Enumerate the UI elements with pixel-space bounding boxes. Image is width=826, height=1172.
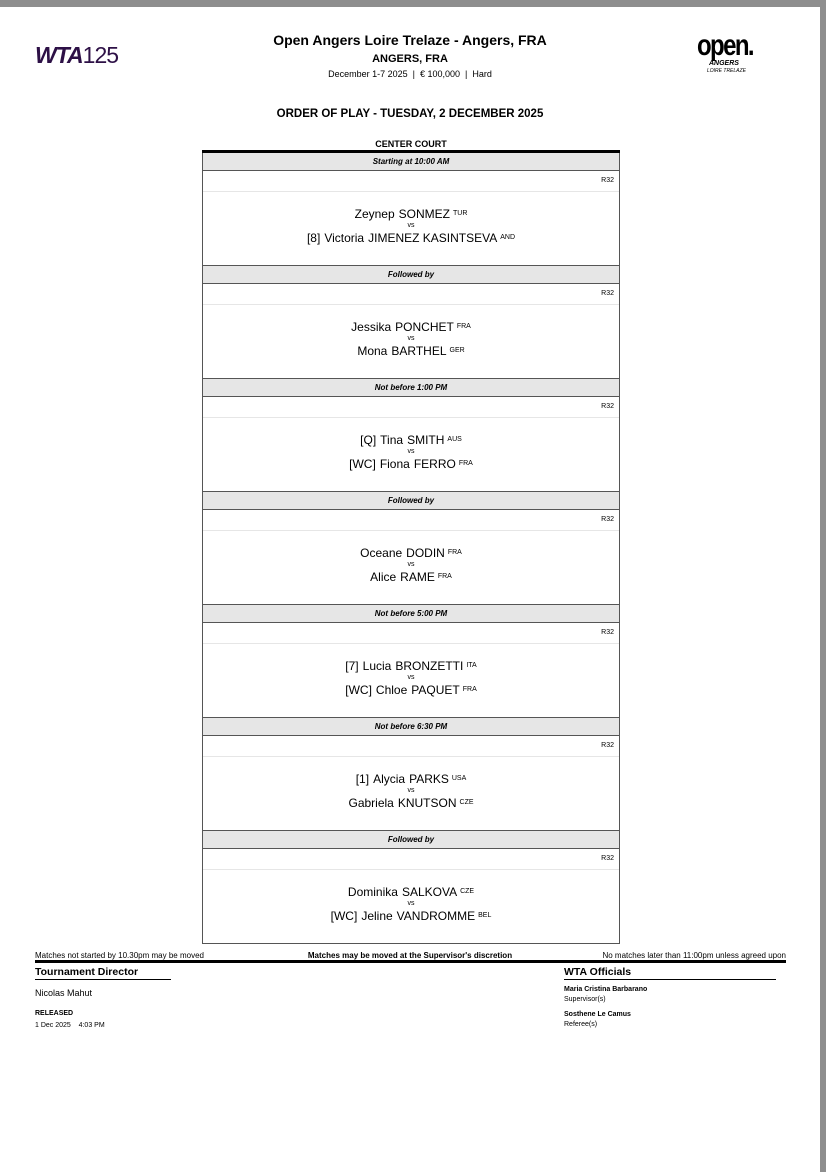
- player-nationality: TUR: [452, 210, 468, 217]
- player-first-name: Mona: [357, 344, 388, 358]
- player-line: [203, 570, 619, 584]
- player-last-name: DODIN: [406, 546, 445, 560]
- player-first-name: Alycia: [373, 772, 406, 786]
- player-first-name: Oceane: [360, 546, 403, 560]
- player-seed: [WC]: [345, 683, 372, 697]
- note-right: No matches later than 11:00pm unless agreed upon: [602, 951, 786, 960]
- court-name: CENTER COURT: [375, 139, 447, 149]
- match-time-header: Followed by: [202, 266, 620, 284]
- player-first-name: Alice: [370, 570, 397, 584]
- player-nationality: USA: [451, 775, 467, 782]
- tournament-info: December 1-7 2025 | € 100,000 | Hard: [328, 69, 492, 79]
- player-first-name: Gabriela: [348, 796, 394, 810]
- player-nationality: FRA: [456, 323, 471, 330]
- match-row: [202, 171, 620, 266]
- player-line: [203, 457, 619, 471]
- player-nationality: CZE: [460, 888, 475, 895]
- player-last-name: SONMEZ: [398, 207, 450, 221]
- match-time-header: Starting at 10:00 AM: [202, 153, 620, 171]
- player-last-name: VANDROMME: [396, 909, 476, 923]
- vs-label: vs: [407, 448, 415, 455]
- player-last-name: PONCHET: [395, 320, 454, 334]
- player-last-name: SMITH: [407, 433, 445, 447]
- order-of-play-title: ORDER OF PLAY - TUESDAY, 2 DECEMBER 2025: [276, 108, 544, 120]
- match-time-header: Followed by: [202, 492, 620, 510]
- match-time-header: Followed by: [202, 831, 620, 849]
- official-name: Sosthene Le Camus: [564, 1011, 631, 1018]
- player-first-name: Jessika: [351, 320, 392, 334]
- viewer-scrollbar[interactable]: [820, 0, 826, 1172]
- player-nationality: GER: [449, 347, 465, 354]
- divider: [35, 960, 786, 963]
- match-round: R32: [203, 171, 619, 192]
- match-row: [202, 510, 620, 605]
- player-line: [203, 231, 619, 245]
- match-time-header: Not before 5:00 PM: [202, 605, 620, 623]
- player-line: [203, 433, 619, 447]
- viewer-top-bar: [0, 0, 826, 7]
- player-line: [203, 344, 619, 358]
- vs-label: vs: [407, 787, 415, 794]
- vs-label: vs: [407, 674, 415, 681]
- match-row: [202, 623, 620, 718]
- player-line: [203, 546, 619, 560]
- player-seed: [7]: [345, 659, 359, 673]
- player-nationality: FRA: [462, 686, 477, 693]
- official-role: Referee(s): [564, 1021, 598, 1028]
- match-row: [202, 284, 620, 379]
- official-role: Supervisor(s): [564, 996, 606, 1003]
- player-nationality: AND: [500, 234, 516, 241]
- player-first-name: Victoria: [324, 231, 365, 245]
- player-line: [203, 659, 619, 673]
- player-line: [203, 796, 619, 810]
- player-last-name: KNUTSON: [397, 796, 457, 810]
- player-seed: [WC]: [349, 457, 376, 471]
- player-line: [203, 207, 619, 221]
- match-round: R32: [203, 284, 619, 305]
- player-nationality: BEL: [478, 912, 492, 919]
- player-first-name: Tina: [380, 433, 404, 447]
- player-seed: [8]: [306, 231, 321, 245]
- match-round: R32: [203, 736, 619, 757]
- player-last-name: PARKS: [409, 772, 449, 786]
- player-line: [203, 683, 619, 697]
- wta-125-logo: WTA125: [35, 42, 119, 68]
- player-nationality: CZE: [459, 799, 474, 806]
- player-seed: [1]: [355, 772, 370, 786]
- match-row: [202, 849, 620, 944]
- director-heading: Tournament Director: [35, 966, 171, 980]
- player-last-name: BRONZETTI: [395, 659, 464, 673]
- vs-label: vs: [407, 561, 415, 568]
- match-round: R32: [203, 849, 619, 870]
- open-angers-logo: open. ANGERS LOIRE TRELAZE: [697, 29, 753, 74]
- officials-heading: WTA Officials: [564, 966, 776, 980]
- official-name: Maria Cristina Barbarano: [564, 986, 648, 993]
- player-last-name: SALKOVA: [401, 885, 458, 899]
- match-round: R32: [203, 510, 619, 531]
- player-last-name: BARTHEL: [391, 344, 447, 358]
- match-row: [202, 736, 620, 831]
- player-line: [203, 772, 619, 786]
- player-line: [203, 885, 619, 899]
- director-name: Nicolas Mahut: [35, 988, 93, 998]
- player-nationality: AUS: [447, 436, 462, 443]
- tournament-city: ANGERS, FRA: [372, 53, 448, 65]
- player-first-name: Jeline: [361, 909, 393, 923]
- released-label: RELEASED: [35, 1010, 74, 1017]
- match-round: R32: [203, 397, 619, 418]
- player-nationality: ITA: [466, 662, 477, 669]
- note-left: Matches not started by 10.30pm may be moved: [35, 951, 204, 960]
- match-round: R32: [203, 623, 619, 644]
- player-first-name: Fiona: [379, 457, 410, 471]
- schedule-table: [202, 150, 620, 944]
- player-line: [203, 909, 619, 923]
- player-seed: [WC]: [330, 909, 358, 923]
- player-last-name: FERRO: [413, 457, 456, 471]
- player-seed: [Q]: [360, 433, 377, 447]
- player-nationality: FRA: [437, 573, 452, 580]
- player-nationality: FRA: [447, 549, 462, 556]
- match-row: [202, 397, 620, 492]
- player-first-name: Lucia: [362, 659, 392, 673]
- tournament-title: Open Angers Loire Trelaze - Angers, FRA: [273, 32, 547, 48]
- player-first-name: Dominika: [347, 885, 398, 899]
- vs-label: vs: [407, 900, 415, 907]
- released-time: 1 Dec 2025 4:03 PM: [35, 1022, 105, 1029]
- vs-label: vs: [407, 335, 415, 342]
- player-first-name: Zeynep: [354, 207, 395, 221]
- player-last-name: PAQUET: [411, 683, 460, 697]
- player-nationality: FRA: [458, 460, 473, 467]
- vs-label: vs: [407, 222, 415, 229]
- player-last-name: RAME: [400, 570, 435, 584]
- match-time-header: Not before 6:30 PM: [202, 718, 620, 736]
- note-center: Matches may be moved at the Supervisor's discretion: [307, 951, 513, 960]
- player-first-name: Chloe: [375, 683, 408, 697]
- player-last-name: JIMENEZ KASINTSEVA: [368, 231, 498, 245]
- match-time-header: Not before 1:00 PM: [202, 379, 620, 397]
- player-line: [203, 320, 619, 334]
